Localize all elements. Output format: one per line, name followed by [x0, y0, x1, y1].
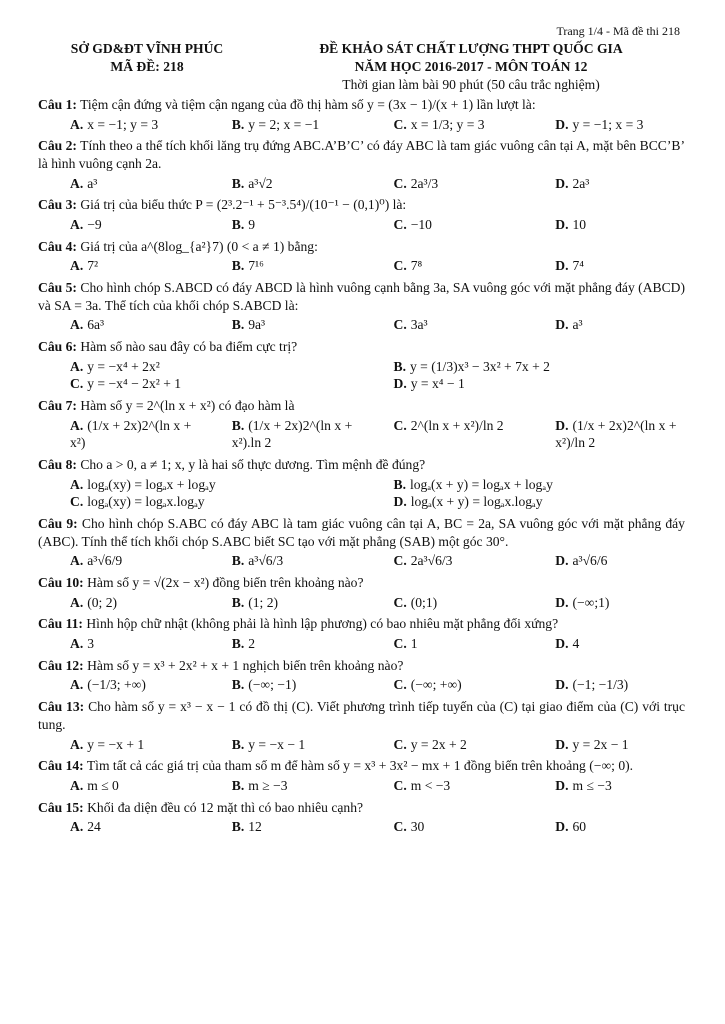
question-number: Câu 3: — [38, 197, 77, 213]
question-text: Khối đa diện đều có 12 mặt thì có bao nhiêu cạnh? — [87, 799, 364, 815]
question-text: Tính theo a thể tích khối lăng trụ đứng ABC.A’B’C’ có đáy ABC là tam giác vuông cân tại A, mặt bên BCC’B’ là hình vuông cạnh 2a. — [38, 138, 685, 172]
option-letter: C. — [393, 317, 407, 333]
question-number: Câu 10: — [38, 575, 84, 591]
answer-option[interactable] — [38, 175, 200, 193]
answer-options — [38, 635, 685, 653]
option-letter: D. — [555, 736, 569, 752]
question-stem — [38, 657, 685, 675]
option-letter: D. — [555, 417, 569, 433]
option-letter: B. — [231, 258, 245, 274]
question-text: Hàm số nào sau đây có ba điểm cực trị? — [80, 339, 298, 355]
option-text: m < −3 — [410, 777, 451, 793]
option-text: 2^(ln x + x²)/ln 2 — [410, 417, 504, 433]
option-letter: C. — [393, 594, 407, 610]
question-text: Tìm tất cả các giá trị của tham số m để hàm số y = x³ + 3x² − mx + 1 đồng biến trên khoảng (−∞; 0). — [86, 758, 634, 774]
option-letter: A. — [70, 175, 84, 191]
answer-option[interactable] — [200, 316, 362, 334]
answer-option[interactable] — [200, 676, 362, 694]
option-letter: B. — [231, 777, 245, 793]
question-item — [38, 397, 685, 452]
option-letter: C. — [393, 417, 407, 433]
option-letter: B. — [231, 116, 245, 132]
option-text: 7⁴ — [572, 258, 585, 274]
question-item — [38, 456, 685, 511]
answer-option[interactable] — [38, 417, 200, 452]
option-letter: B. — [231, 175, 245, 191]
option-letter: B. — [231, 636, 245, 652]
question-number: Câu 11: — [38, 616, 83, 632]
question-text: Cho hàm số y = x³ − x − 1 có đồ thị (C). Viết phương trình tiếp tuyến của (C) tại giao điểm của (C) với trục tung. — [38, 699, 685, 732]
answer-option[interactable] — [38, 257, 200, 275]
question-stem — [38, 757, 685, 775]
answer-option[interactable] — [362, 552, 524, 570]
question-item — [38, 799, 685, 836]
option-text: logₐ(xy) = logₐx + logₐy — [87, 476, 216, 492]
option-letter: D. — [555, 175, 569, 191]
answer-option[interactable] — [200, 417, 362, 452]
question-stem — [38, 238, 685, 256]
question-number: Câu 12: — [38, 657, 84, 673]
question-item — [38, 615, 685, 652]
option-text: a³√6/9 — [87, 553, 123, 569]
answer-option[interactable] — [362, 493, 686, 511]
question-number: Câu 14: — [38, 758, 84, 774]
answer-option[interactable] — [362, 594, 524, 612]
answer-option[interactable] — [523, 316, 685, 334]
answer-option[interactable] — [38, 316, 200, 334]
option-text: 6a³ — [87, 317, 105, 333]
option-text: y = −x⁴ + 2x² — [87, 358, 160, 374]
option-letter: D. — [555, 258, 569, 274]
option-text: 9a³ — [248, 317, 266, 333]
answer-option[interactable] — [200, 216, 362, 234]
option-letter: B. — [231, 736, 245, 752]
answer-options — [38, 594, 685, 612]
option-text: 7² — [87, 258, 99, 274]
option-letter: D. — [555, 777, 569, 793]
question-number: Câu 6: — [38, 339, 77, 355]
option-letter: A. — [70, 553, 84, 569]
answer-option[interactable] — [523, 635, 685, 653]
option-letter: D. — [393, 494, 407, 510]
answer-options — [38, 552, 685, 570]
option-text: 7¹⁶ — [248, 258, 264, 274]
question-stem — [38, 137, 685, 172]
answer-option[interactable] — [362, 777, 524, 795]
option-text: 12 — [248, 819, 262, 835]
option-text: y = −1; x = 3 — [572, 116, 644, 132]
answer-options — [38, 257, 685, 275]
option-text: (−1/3; +∞) — [87, 677, 146, 693]
option-letter: A. — [70, 594, 84, 610]
option-letter: A. — [70, 636, 84, 652]
option-letter: A. — [70, 317, 84, 333]
answer-option[interactable] — [362, 818, 524, 836]
option-letter: D. — [555, 819, 569, 835]
option-text: (1; 2) — [248, 594, 279, 610]
question-item — [38, 698, 685, 753]
question-stem — [38, 338, 685, 356]
answer-option[interactable] — [362, 476, 686, 494]
option-text: (0;1) — [410, 594, 438, 610]
question-stem — [38, 799, 685, 817]
option-letter: C. — [393, 819, 407, 835]
question-number: Câu 4: — [38, 238, 77, 254]
option-letter: A. — [70, 677, 84, 693]
question-item — [38, 338, 685, 393]
option-text: 9 — [248, 217, 256, 233]
option-text: 2a³/3 — [410, 175, 439, 191]
question-number: Câu 2: — [38, 138, 77, 154]
answer-option[interactable] — [523, 594, 685, 612]
option-text: (−∞;1) — [572, 594, 610, 610]
answer-option[interactable] — [200, 777, 362, 795]
option-letter: B. — [393, 358, 406, 374]
answer-option[interactable] — [523, 417, 685, 452]
option-text: logₐ(x + y) = logₐx + logₐy — [409, 476, 553, 492]
option-text: 3a³ — [410, 317, 428, 333]
answer-option[interactable] — [523, 777, 685, 795]
question-text: Hàm số y = 2^(ln x + x²) có đạo hàm là — [80, 398, 295, 414]
answer-option[interactable] — [38, 358, 362, 376]
option-text: (0; 2) — [87, 594, 118, 610]
option-letter: C. — [393, 258, 407, 274]
answer-option[interactable] — [362, 175, 524, 193]
option-text: 2a³ — [572, 175, 590, 191]
question-number: Câu 1: — [38, 97, 77, 112]
question-stem — [38, 397, 685, 415]
answer-options — [38, 476, 685, 511]
answer-options — [38, 316, 685, 334]
answer-option[interactable] — [523, 257, 685, 275]
question-number: Câu 7: — [38, 398, 77, 414]
option-text: a³√2 — [248, 175, 273, 191]
option-letter: A. — [70, 217, 84, 233]
option-text: y = x⁴ − 1 — [410, 376, 465, 392]
question-stem — [38, 456, 685, 474]
option-letter: D. — [555, 594, 569, 610]
option-letter: B. — [231, 594, 245, 610]
option-text: y = −x⁴ − 2x² + 1 — [87, 376, 182, 392]
question-number: Câu 15: — [38, 799, 84, 815]
option-letter: D. — [393, 376, 407, 392]
option-text: (1/x + 2x)2^(ln x + x²)/ln 2 — [555, 417, 677, 451]
question-number: Câu 5: — [38, 280, 77, 296]
option-text: 2a³√6/3 — [410, 553, 453, 569]
option-text: m ≥ −3 — [248, 777, 288, 793]
department-name: SỞ GD&ĐT VĨNH PHÚC — [70, 41, 224, 56]
option-text: 2 — [248, 636, 256, 652]
option-letter: B. — [231, 677, 245, 693]
option-text: 30 — [410, 819, 425, 835]
question-item — [38, 238, 685, 275]
answer-option[interactable] — [38, 818, 200, 836]
option-text: m ≤ −3 — [572, 777, 612, 793]
option-text: 7⁸ — [410, 258, 423, 274]
question-item — [38, 515, 685, 570]
option-letter: B. — [393, 476, 406, 492]
question-stem — [38, 279, 685, 314]
option-text: (−∞; −1) — [248, 677, 297, 693]
answer-option[interactable] — [38, 635, 200, 653]
answer-option[interactable] — [523, 676, 685, 694]
question-text: Giá trị của biểu thức P = (2³.2⁻¹ + 5⁻³.5⁴)/(10⁻¹ − (0,1)⁰) là: — [80, 197, 407, 213]
answer-option[interactable] — [38, 736, 200, 754]
answer-option[interactable] — [200, 594, 362, 612]
option-letter: C. — [393, 677, 407, 693]
option-letter: C. — [393, 736, 407, 752]
answer-option[interactable] — [523, 216, 685, 234]
answer-option[interactable] — [200, 736, 362, 754]
option-text: −10 — [410, 217, 432, 233]
answer-option[interactable] — [38, 676, 200, 694]
answer-option[interactable] — [38, 552, 200, 570]
answer-option[interactable] — [362, 116, 524, 134]
question-number: Câu 13: — [38, 699, 85, 715]
answer-option[interactable] — [200, 818, 362, 836]
option-text: (−∞; +∞) — [410, 677, 462, 693]
option-letter: C. — [393, 636, 407, 652]
answer-option[interactable] — [38, 116, 200, 134]
option-text: y = −x − 1 — [248, 736, 306, 752]
answer-option[interactable] — [38, 777, 200, 795]
option-letter: A. — [70, 777, 84, 793]
answer-option[interactable] — [200, 116, 362, 134]
question-item — [38, 757, 685, 794]
exam-header — [0, 40, 725, 92]
option-letter: D. — [555, 317, 569, 333]
question-text: Cho a > 0, a ≠ 1; x, y là hai số thực dương. Tìm mệnh đề đúng? — [80, 457, 426, 473]
option-text: y = 2x + 2 — [410, 736, 467, 752]
answer-option[interactable] — [362, 736, 524, 754]
answer-option[interactable] — [38, 493, 362, 511]
option-text: a³√6/3 — [248, 553, 284, 569]
option-letter: B. — [231, 819, 245, 835]
question-text: Hàm số y = √(2x − x²) đồng biến trên khoảng nào? — [87, 575, 364, 591]
option-text: 1 — [410, 636, 418, 652]
option-letter: B. — [231, 417, 245, 433]
option-text: 24 — [87, 819, 101, 835]
answer-options — [38, 736, 685, 754]
answer-option[interactable] — [362, 417, 524, 452]
option-letter: C. — [393, 777, 407, 793]
answer-options — [38, 676, 685, 694]
answer-option[interactable] — [523, 736, 685, 754]
option-text: −9 — [87, 217, 102, 233]
answer-options — [38, 116, 685, 134]
option-letter: C. — [70, 376, 84, 392]
option-text: logₐ(x + y) = logₐx.logₐy — [410, 494, 543, 510]
answer-option[interactable] — [523, 175, 685, 193]
question-list — [38, 96, 685, 840]
answer-options — [38, 216, 685, 234]
question-number: Câu 8: — [38, 457, 77, 473]
answer-option[interactable] — [362, 358, 686, 376]
option-text: m ≤ 0 — [87, 777, 119, 793]
question-stem — [38, 698, 685, 733]
option-letter: C. — [393, 116, 407, 132]
option-letter: A. — [70, 358, 84, 374]
option-letter: A. — [70, 116, 84, 132]
answer-option[interactable] — [38, 594, 200, 612]
answer-option[interactable] — [362, 635, 524, 653]
option-letter: A. — [70, 417, 84, 433]
question-item — [38, 279, 685, 334]
answer-option[interactable] — [38, 216, 200, 234]
answer-option[interactable] — [523, 552, 685, 570]
question-item — [38, 574, 685, 611]
option-letter: A. — [70, 736, 84, 752]
option-text: (1/x + 2x)2^(ln x + x²) — [70, 417, 192, 451]
option-text: y = 2x − 1 — [572, 736, 629, 752]
option-letter: B. — [231, 217, 245, 233]
option-letter: C. — [393, 175, 407, 191]
answer-option[interactable] — [362, 676, 524, 694]
question-text: Cho hình chóp S.ABCD có đáy ABCD là hình vuông cạnh bằng 3a, SA vuông góc với mặt phẳng đáy (ABCD) và SA = 3a. Thể tích của khối chóp S.ABCD là: — [38, 280, 685, 313]
answer-options — [38, 175, 685, 193]
question-text: Hàm số y = x³ + 2x² + x + 1 nghịch biến trên khoảng nào? — [87, 657, 404, 673]
option-text: (1/x + 2x)2^(ln x + x²).ln 2 — [231, 417, 353, 451]
question-stem — [38, 574, 685, 592]
option-letter: B. — [231, 317, 245, 333]
option-letter: D. — [555, 636, 569, 652]
question-item — [38, 96, 685, 133]
option-letter: D. — [555, 677, 569, 693]
answer-option[interactable] — [200, 175, 362, 193]
question-item — [38, 196, 685, 233]
option-letter: D. — [555, 217, 569, 233]
exam-code: MÃ ĐỀ: 218 — [110, 59, 184, 74]
answer-option[interactable] — [523, 116, 685, 134]
answer-options — [38, 818, 685, 836]
option-text: 3 — [87, 636, 95, 652]
answer-options — [38, 777, 685, 795]
option-text: x = 1/3; y = 3 — [410, 116, 485, 132]
question-text: Tiệm cận đứng và tiệm cận ngang của đồ thị hàm số y = (3x − 1)/(x + 1) lần lượt là: — [80, 97, 536, 112]
question-stem — [38, 196, 685, 214]
option-text: y = 2; x = −1 — [248, 116, 320, 132]
option-text: a³ — [572, 317, 583, 333]
option-letter: B. — [231, 553, 245, 569]
answer-option[interactable] — [38, 375, 362, 393]
exam-title: ĐỀ KHẢO SÁT CHẤT LƯỢNG THPT QUỐC GIA — [319, 41, 623, 56]
option-letter: C. — [393, 553, 407, 569]
option-letter: A. — [70, 258, 84, 274]
option-text: a³√6/6 — [572, 553, 608, 569]
option-letter: A. — [70, 819, 84, 835]
option-text: 60 — [572, 819, 587, 835]
exam-duration: Thời gian làm bài 90 phút (50 câu trắc nghiệm) — [342, 77, 600, 92]
option-letter: C. — [393, 217, 407, 233]
option-text: a³ — [87, 175, 98, 191]
question-number: Câu 9: — [38, 516, 78, 532]
option-text: y = −x + 1 — [87, 736, 145, 752]
option-text: 10 — [572, 217, 587, 233]
exam-subtitle: NĂM HỌC 2016-2017 - MÔN TOÁN 12 — [354, 59, 588, 74]
option-text: y = (1/3)x³ − 3x² + 7x + 2 — [409, 358, 550, 374]
question-item — [38, 657, 685, 694]
question-stem — [38, 515, 685, 550]
answer-option[interactable] — [362, 216, 524, 234]
answer-option[interactable] — [200, 552, 362, 570]
option-text: logₐ(xy) = logₐx.logₐy — [87, 494, 205, 510]
answer-option[interactable] — [200, 635, 362, 653]
question-text: Cho hình chóp S.ABC có đáy ABC là tam giác vuông cân tại A, BC = 2a, SA vuông góc với mặt phẳng đáy (ABC). Tính thể tích khối chóp S.ABC biết SC tạo với mặt phẳng (SAB) một góc 30°. — [38, 516, 685, 549]
answer-option[interactable] — [38, 476, 362, 494]
option-text: (−1; −1/3) — [572, 677, 629, 693]
answer-option[interactable] — [362, 316, 524, 334]
answer-option[interactable] — [362, 257, 524, 275]
question-stem — [38, 615, 685, 633]
question-text: Giá trị của a^(8log_{a²}7) (0 < a ≠ 1) bằng: — [80, 238, 318, 254]
question-text: Hình hộp chữ nhật (không phải là hình lập phương) có bao nhiêu mặt phẳng đối xứng? — [86, 616, 559, 632]
option-letter: A. — [70, 476, 84, 492]
option-letter: D. — [555, 553, 569, 569]
answer-options — [38, 358, 685, 393]
answer-option[interactable] — [362, 375, 686, 393]
answer-option[interactable] — [523, 818, 685, 836]
page-info: Trang 1/4 - Mã đề thi 218 — [556, 24, 680, 38]
answer-option[interactable] — [200, 257, 362, 275]
answer-options — [38, 417, 685, 452]
question-stem — [38, 96, 685, 114]
option-letter: C. — [70, 494, 84, 510]
option-letter: D. — [555, 116, 569, 132]
option-text: 4 — [572, 636, 580, 652]
question-item — [38, 137, 685, 192]
option-text: x = −1; y = 3 — [87, 116, 159, 132]
